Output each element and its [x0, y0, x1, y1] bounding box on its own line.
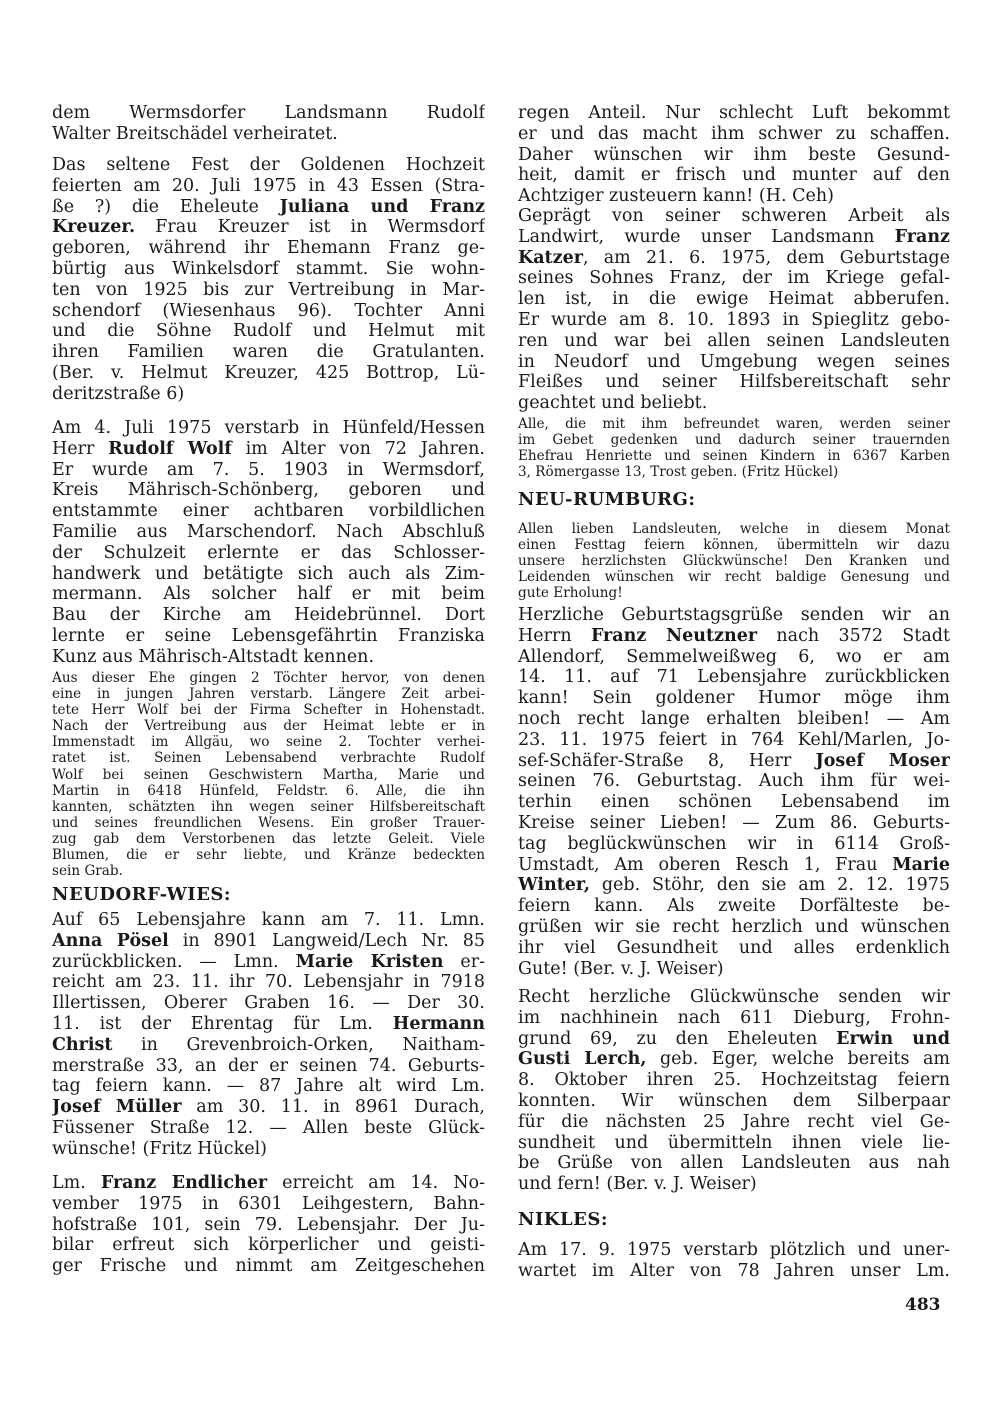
text-line: Am 17. 9. 1975 verstarb plötzlich und uner- [518, 1240, 950, 1260]
text-line: tag feiern kann. — 87 Jahre alt wird Lm. [52, 1076, 485, 1097]
bold-name: Marie Kristen [295, 951, 444, 972]
text-line: tete Herr Wolf bei der Firma Schefter in Hohenstadt. [52, 702, 485, 719]
bold-name: Winter, [518, 875, 590, 896]
text-line: noch recht lange erhalten bleiben! — Am [518, 708, 950, 729]
text-line: Herr Rudolf Wolf im Alter von 72 Jahren. [52, 438, 485, 459]
text-line: feierten am 20. Juli 1975 in 43 Essen (Stra- [52, 175, 485, 196]
text-line: len ist, in die ewige Heimat abberufen. [518, 289, 950, 310]
text-line: vember 1975 in 6301 Leihgestern, Bahn- [52, 1193, 485, 1214]
text-line: Daher wünschen wir ihm beste Gesund- [518, 144, 950, 165]
text-line: Gute! (Ber. v. J. Weiser) [518, 958, 724, 979]
text-line: Achtziger zusteuern kann! (H. Ceh) [518, 186, 834, 207]
paragraph-silver-wedding-lerch [518, 987, 950, 1195]
text-line: kannten, schätzten ihn wegen seiner Hilfsbereitschaft [52, 798, 485, 815]
paragraph-obituary-rudolf-wolf [52, 418, 485, 668]
text-line: merstraße 33, an der er seinen 74. Geburts- [52, 1055, 485, 1076]
text-line: Wolf bei seinen Geschwistern Martha, Marie und [52, 766, 485, 783]
text-line: Er wurde am 7. 5. 1903 in Wermsdorf, [52, 459, 485, 480]
text-line: Ehefrau Henriette und seinen Kindern in 6367 Karben [518, 448, 950, 465]
paragraph-franz-endlicher [52, 1173, 485, 1277]
text-line: der Schulzeit erlernte er das Schlosser- [52, 542, 485, 563]
text-line: Geprägt von seiner schweren Arbeit als [518, 206, 950, 226]
text-line: Immenstadt im Allgäu, wo seine 2. Tochter verhei- [52, 734, 485, 751]
text-line: regen Anteil. Nur schlecht Luft bekommt [518, 103, 950, 123]
text-line: lernte er seine Lebensgefährtin Franziska [52, 625, 485, 646]
text-line: Aus dieser Ehe gingen 2 Töchter hervor, von denen [52, 670, 485, 686]
paragraph-katzer-condolence [518, 416, 950, 480]
text-line: ihr viel Gesundheit und alles erdenklich [518, 937, 950, 958]
text-line: Kreise seiner Lieben! — Zum 86. Geburts- [518, 812, 950, 833]
text-line: ße ?) die Eheleute Juliana und Franz [52, 196, 485, 217]
text-line: dem Wermsdorfer Landsmann Rudolf [52, 103, 485, 123]
text-line: Nach der Vertreibung aus der Heimat lebte er in [52, 718, 485, 735]
text-line: im Gebet gedenken und dadurch seiner trauernden [518, 432, 950, 449]
text-line: Recht herzliche Glückwünsche senden wir [518, 987, 950, 1007]
text-line: Winter, geb. Stöhr, den sie am 2. 12. 1975 [518, 875, 950, 896]
text-line: Christ in Grevenbroich-Orken, Naitham- [52, 1034, 485, 1055]
text-line: Das seltene Fest der Goldenen Hochzeit [52, 155, 485, 175]
text-line: unsere herzlichsten Glückwünsche! Den Kranken und [518, 553, 950, 570]
text-line: tag beglückwünschen wir in 6114 Groß- [518, 833, 950, 854]
text-line: Lm. Franz Endlicher erreicht am 14. No- [52, 1173, 485, 1193]
bold-name: Josef Moser [815, 750, 950, 771]
text-line: wartet im Alter von 78 Jahren unser Lm. [518, 1260, 950, 1281]
text-line: Fleißes und seiner Hilfsbereitschaft sehr [518, 372, 950, 393]
bold-name: Franz Neutzner [590, 625, 758, 646]
text-line: entstammte einer achtbaren vorbildlichen [52, 501, 485, 522]
section-heading-neu-rumburg: NEU-RUMBURG: [518, 489, 696, 510]
text-line: sein Grab. [52, 863, 123, 880]
bold-name: Katzer [518, 247, 583, 268]
text-line: Familie aus Marschendorf. Nach Abschluß [52, 521, 485, 542]
text-line: er und das macht ihm schwer zu schaffen. [518, 123, 950, 144]
text-line: schendorf (Wiesenhaus 96). Tochter Anni [52, 300, 485, 321]
text-line: 3, Römergasse 13, Trost geben. (Fritz Hückel) [518, 464, 839, 481]
bold-name: Erwin und [836, 1028, 950, 1049]
text-line: 14. 11. auf 71 Lebensjahre zurückblicken [518, 667, 950, 688]
text-line: in Neudorf und Umgebung wegen seines [518, 351, 950, 372]
bold-name: Kreuzer. [52, 217, 136, 238]
paragraph-obituary-franz-katzer [518, 206, 950, 414]
text-line: feiern kann. Als zweite Dorfälteste be- [518, 896, 950, 917]
text-line: Josef Müller am 30. 11. in 8961 Durach, [52, 1097, 485, 1118]
bold-name: Christ [52, 1034, 113, 1055]
text-line: Allen lieben Landsleuten, welche in diesem Monat [518, 521, 950, 537]
text-line: für die nächsten 25 Jahre recht viel Ge- [518, 1111, 950, 1132]
text-line: ihren Familien waren die Gratulanten. [52, 342, 485, 363]
text-line: geboren, während ihr Ehemann Franz ge- [52, 238, 485, 259]
text-line: zurückblicken. — Lmn. Marie Kristen er- [52, 951, 485, 972]
text-line: im nachhinein nach 611 Dieburg, Frohn- [518, 1007, 950, 1028]
bold-name: Franz Endlicher [100, 1173, 268, 1193]
text-line: Allendorf, Semmelweißweg 6, wo er am [518, 646, 950, 667]
text-line: ten von 1925 bis zur Vertreibung in Mar- [52, 279, 485, 300]
text-line: gute Erholung! [518, 585, 623, 602]
text-line: seines Sohnes Franz, der im Kriege gefal- [518, 268, 950, 289]
bold-name: Hermann [392, 1013, 485, 1034]
text-line: Herrn Franz Neutzner nach 3572 Stadt [518, 625, 950, 646]
text-line: geachtet und beliebt. [518, 393, 708, 414]
text-line: konnten. Wir wünschen dem Silberpaar [518, 1090, 950, 1111]
bold-name: Josef Müller [52, 1097, 182, 1118]
text-line: deritzstraße 6) [52, 383, 185, 404]
text-line: Kreuzer. Frau Kreuzer ist in Wermsdorf [52, 217, 485, 238]
text-line: 8. Oktober ihren 25. Hochzeitstag feiern [518, 1070, 950, 1091]
text-line: Blumen, die er sehr liebte, und Kränze bedeckten [52, 847, 485, 864]
text-line: Walter Breitschädel verheiratet. [52, 123, 338, 144]
text-line: Herzliche Geburtstagsgrüße senden wir an [518, 605, 950, 625]
text-line: Bau der Kirche am Heidebrünnel. Dort [52, 605, 485, 626]
paragraph-golden-wedding-kreuzer [52, 155, 485, 405]
text-line: Alle, die mit ihm befreundet waren, werden seiner [518, 416, 950, 432]
text-line: und seines freundlichen Wesens. Ein großer Trauer- [52, 814, 485, 831]
text-line: bilar erfreut sich körperlicher und geisti- [52, 1235, 485, 1256]
text-line: hofstraße 101, sein 79. Lebensjahr. Der Ju- [52, 1214, 485, 1235]
text-line: sef-Schäfer-Straße 8, Herr Josef Moser [518, 750, 950, 771]
text-line: und die Söhne Rudolf und Helmut mit [52, 321, 485, 342]
text-line: wünsche! (Fritz Hückel) [52, 1138, 267, 1159]
text-line: eine in jungen Jahren verstarb. Längere Zeit arbei- [52, 686, 485, 703]
text-line: seinen 76. Geburtstag. Auch ihm für wei- [518, 771, 950, 792]
text-line: ren und war bei allen seinen Landsleuten [518, 330, 950, 351]
text-line: und fern! (Ber. v. J. Weiser) [518, 1174, 757, 1195]
text-line: Katzer, am 21. 6. 1975, dem Geburtstage [518, 247, 950, 268]
text-line: bürtig aus Winkelsdorf stammt. Sie wohn- [52, 258, 485, 279]
text-line: 11. ist der Ehrentag für Lm. Hermann [52, 1013, 485, 1034]
text-line: Anna Pösel in 8901 Langweid/Lech Nr. 85 [52, 930, 485, 951]
text-line: Kunz aus Mährisch-Altstadt kennen. [52, 646, 375, 667]
paragraph-neu-rumburg-birthdays [518, 605, 950, 979]
text-line: grund 69, zu den Eheleuten Erwin und [518, 1028, 950, 1049]
text-line: be Grüße von allen Landsleuten aus nah [518, 1153, 950, 1174]
text-line: Er wurde am 8. 10. 1893 in Spieglitz gebo- [518, 309, 950, 330]
page-number: 483 [905, 1295, 941, 1315]
paragraph-nikles-obituary [518, 1240, 950, 1282]
paragraph-wolf-details [52, 670, 485, 879]
text-line: Gusti Lerch, geb. Eger, welche bereits am [518, 1049, 950, 1070]
section-heading-neudorf-wies: NEUDORF-WIES: [52, 884, 232, 905]
text-line: Umstadt, Am oberen Resch 1, Frau Marie [518, 854, 950, 875]
bold-name: Rudolf Wolf [108, 438, 232, 459]
bold-name: Franz [894, 226, 950, 247]
text-line: Kreis Mährisch-Schönberg, geboren und [52, 480, 485, 501]
text-line: handwerk und betätigte sich auch als Zim- [52, 563, 485, 584]
text-line: ratet ist. Seinen Lebensabend verbrachte Rudolf [52, 750, 485, 767]
text-line: Füssener Straße 12. — Allen beste Glück- [52, 1117, 485, 1138]
text-line: Am 4. Juli 1975 verstarb in Hünfeld/Hessen [52, 418, 485, 438]
text-line: terhin einen schönen Lebensabend im [518, 792, 950, 813]
bold-name: Gusti Lerch, [518, 1049, 647, 1070]
bold-name: Juliana und Franz [279, 196, 485, 217]
text-line: grüßen wir sie recht herzlich und wünschen [518, 916, 950, 937]
text-line: sundheit und übermitteln ihnen viele lie- [518, 1132, 950, 1153]
text-line: einen Festtag feiern können, übermitteln wir dazu [518, 537, 950, 554]
paragraph-neu-rumburg-greeting [518, 521, 950, 601]
text-line: heit, damit er frisch und munter auf den [518, 165, 950, 186]
text-line: zug gab dem Verstorbenen das letzte Geleit. Viele [52, 830, 485, 847]
text-line: Illertissen, Oberer Graben 16. — Der 30. [52, 993, 485, 1014]
text-line: kann! Sein goldener Humor möge ihm [518, 688, 950, 709]
text-line: Auf 65 Lebensjahre kann am 7. 11. Lmn. [52, 910, 485, 930]
text-line: Martin in 6418 Hünfeld, Feldstr. 6. Alle, die ihn [52, 782, 485, 799]
bold-name: Anna Pösel [52, 930, 169, 951]
paragraph-breitschaedel [52, 103, 485, 145]
text-line: (Ber. v. Helmut Kreuzer, 425 Bottrop, Lü- [52, 362, 485, 383]
section-heading-nikles: NIKLES: [518, 1209, 609, 1230]
text-line: Landwirt, wurde unser Landsmann Franz [518, 226, 950, 247]
paragraph-neudorf-birthdays [52, 910, 485, 1160]
bold-name: Marie [892, 854, 950, 875]
text-line: ger Frische und nimmt am Zeitgeschehen [52, 1256, 485, 1277]
text-line: Leidenden wünschen wir recht baldige Genesung und [518, 569, 950, 586]
text-line: mermann. Als solcher half er mit beim [52, 584, 485, 605]
text-line: reicht am 23. 11. ihr 70. Lebensjahr in 7918 [52, 972, 485, 993]
text-line: 23. 11. 1975 feiert in 764 Kehl/Marlen, Jo- [518, 729, 950, 750]
paragraph-continuation-ceh [518, 103, 950, 207]
